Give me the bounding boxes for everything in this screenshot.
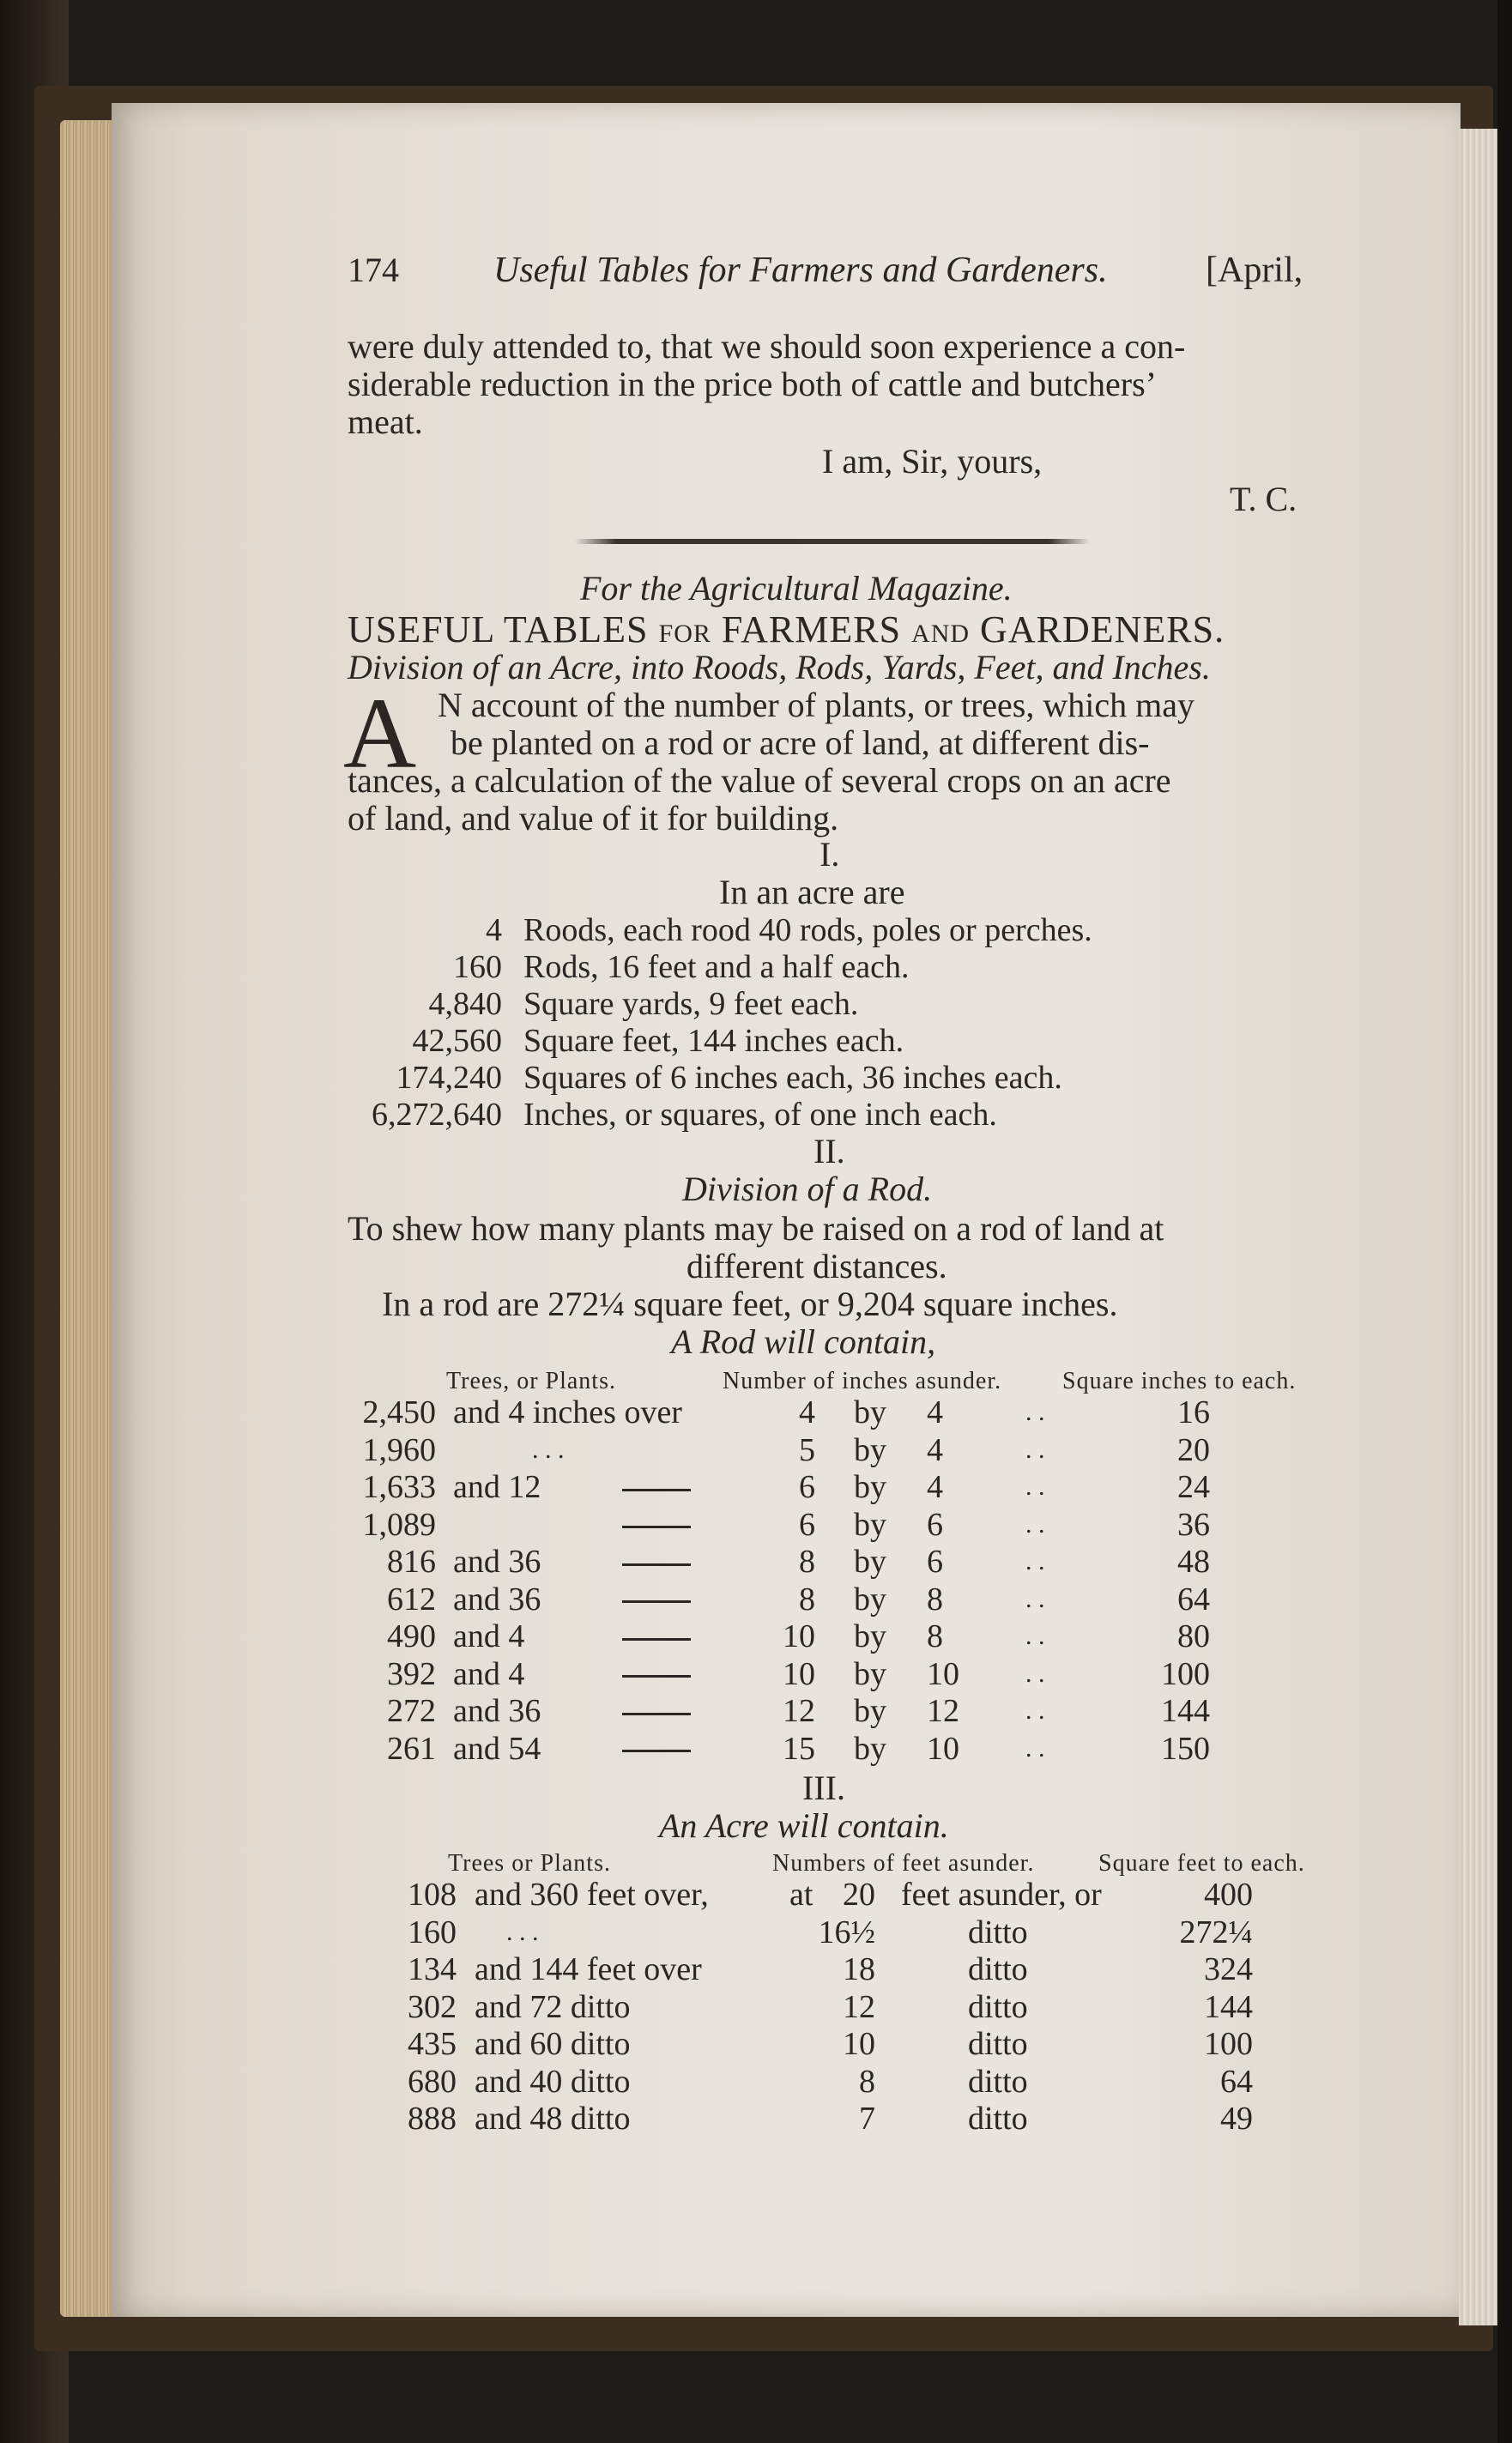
section-2-heading: Division of a Rod. bbox=[682, 1170, 933, 1208]
rod-row-count: 261 bbox=[387, 1730, 436, 1767]
acre-row-square: 64 bbox=[1220, 2063, 1253, 2100]
acre-row-count: 302 bbox=[408, 1988, 457, 2025]
rod-row-count: 1,960 bbox=[362, 1431, 436, 1468]
ditto-dash bbox=[622, 1543, 691, 1581]
rod-row-extra: and 12 bbox=[453, 1469, 541, 1505]
acre-row-feet: 10 bbox=[843, 2026, 875, 2062]
rod-row-b: 12 bbox=[927, 1693, 959, 1729]
rod-row-count: 612 bbox=[387, 1581, 436, 1618]
rod-row-count: 1,089 bbox=[362, 1506, 436, 1543]
acre-row-square: 100 bbox=[1204, 2026, 1253, 2062]
rod-row-square: 48 bbox=[1177, 1544, 1210, 1580]
rod-row-by: by bbox=[854, 1544, 886, 1580]
col-head-inches: Number of inches asunder. bbox=[723, 1368, 1002, 1394]
acre-row-feet: 8 bbox=[859, 2063, 875, 2100]
acre-unit-text: Rods, 16 feet and a half each. bbox=[523, 949, 910, 985]
acre-row-feet: 12 bbox=[843, 1988, 875, 2025]
acre-row-count: 680 bbox=[408, 2063, 457, 2100]
leader-dots: . . bbox=[1025, 1733, 1045, 1763]
acre-unit-count: 6,272,640 bbox=[372, 1097, 502, 1133]
section-2-desc-2: different distances. bbox=[686, 1247, 947, 1285]
acre-row-unit: ditto bbox=[968, 1914, 1028, 1950]
letter-line-3: meat. bbox=[348, 402, 423, 441]
rod-row-by: by bbox=[854, 1618, 886, 1654]
ditto-dash bbox=[622, 1655, 691, 1693]
article-subtitle: Division of an Acre, into Roods, Rods, Yards, Feet, and Inches. bbox=[348, 648, 1211, 686]
col-head-feet: Numbers of feet asunder. bbox=[772, 1850, 1035, 1877]
rod-row-extra: and 4 bbox=[453, 1618, 525, 1654]
acre-row-unit: ditto bbox=[968, 1951, 1028, 1987]
rod-row-by: by bbox=[854, 1469, 886, 1505]
acre-unit-text: Square feet, 144 inches each. bbox=[523, 1023, 904, 1059]
rod-row-b: 10 bbox=[927, 1655, 959, 1692]
letter-line-2: siderable reduction in the price both of cattle and butchers’ bbox=[348, 365, 1157, 403]
rod-row-a: 10 bbox=[783, 1618, 815, 1654]
background-edge bbox=[1497, 0, 1512, 2443]
section-1-heading: In an acre are bbox=[719, 873, 905, 911]
acre-row-count: 435 bbox=[408, 2026, 457, 2062]
leader-dots: . . bbox=[1025, 1472, 1045, 1501]
rod-row-a: 8 bbox=[799, 1544, 815, 1580]
rod-row-extra: and 4 bbox=[453, 1655, 525, 1692]
col-head-square-inches: Square inches to each. bbox=[1062, 1368, 1297, 1394]
rod-row-a: 12 bbox=[783, 1693, 815, 1729]
acre-row-square: 49 bbox=[1220, 2101, 1253, 2137]
acre-unit-count: 4,840 bbox=[428, 986, 502, 1022]
leader-dots: . . bbox=[1025, 1547, 1045, 1575]
rod-row-extra: and 54 bbox=[453, 1730, 541, 1767]
acre-row-at: at bbox=[789, 1877, 813, 1913]
ditto-dash bbox=[622, 1506, 691, 1544]
intro-line-1: N account of the number of plants, or trees, which may bbox=[438, 686, 1194, 724]
intro-line-2: be planted on a rod or acre of land, at different dis- bbox=[451, 723, 1150, 762]
acre-row-extra: and 40 ditto bbox=[475, 2063, 631, 2100]
rod-row-b: 6 bbox=[927, 1506, 943, 1543]
rod-row-square: 150 bbox=[1161, 1730, 1210, 1767]
rod-row-count: 2,450 bbox=[362, 1394, 436, 1430]
letter-closing: I am, Sir, yours, bbox=[822, 442, 1043, 481]
acre-row-extra: and 144 feet over bbox=[475, 1951, 702, 1987]
rod-row-by: by bbox=[854, 1431, 886, 1468]
title-and: AND bbox=[911, 620, 971, 648]
rod-row-b: 4 bbox=[927, 1469, 943, 1505]
acre-row-feet: 7 bbox=[859, 2101, 875, 2137]
rod-row-count: 272 bbox=[387, 1693, 436, 1729]
rod-row-square: 100 bbox=[1161, 1655, 1210, 1692]
acre-row-feet: 18 bbox=[843, 1951, 875, 1987]
ditto-dash bbox=[622, 1730, 691, 1768]
rod-row-extra: and 36 bbox=[453, 1544, 541, 1580]
rod-row-by: by bbox=[854, 1581, 886, 1618]
section-2-numeral: II. bbox=[813, 1132, 845, 1170]
acre-row-count: 108 bbox=[408, 1877, 457, 1913]
leader-dots: . . bbox=[1025, 1659, 1045, 1688]
acre-unit-count: 4 bbox=[486, 912, 502, 948]
acre-row-count: 888 bbox=[408, 2101, 457, 2137]
acre-row-feet: 16½ bbox=[818, 1914, 875, 1950]
acre-row-extra: and 48 ditto bbox=[475, 2101, 631, 2137]
acre-row-square: 400 bbox=[1204, 1877, 1253, 1913]
rod-row-extra: and 36 bbox=[453, 1693, 541, 1729]
rod-row-square: 144 bbox=[1161, 1693, 1210, 1729]
acre-row-count: 160 bbox=[408, 1914, 457, 1950]
rod-area: In a rod are 272¼ square feet, or 9,204 square inches. bbox=[382, 1285, 1118, 1323]
rod-row-b: 4 bbox=[927, 1394, 943, 1430]
running-month: [April, bbox=[1206, 251, 1303, 290]
rod-row-a: 6 bbox=[799, 1469, 815, 1505]
page-number: 174 bbox=[348, 251, 399, 289]
rod-row-extra: and 36 bbox=[453, 1581, 541, 1618]
section-divider bbox=[575, 539, 1090, 544]
rod-row-a: 15 bbox=[783, 1730, 815, 1767]
acre-row-feet: 20 bbox=[843, 1877, 875, 1913]
section-2-desc-1: To shew how many plants may be raised on a rod of land at bbox=[348, 1209, 1164, 1248]
leader-dots: . . bbox=[1025, 1584, 1045, 1613]
section-3-numeral: III. bbox=[802, 1769, 845, 1807]
section-3-heading: An Acre will contain. bbox=[659, 1806, 949, 1845]
leader-dots: . . . bbox=[532, 1435, 565, 1464]
rod-row-square: 24 bbox=[1177, 1469, 1210, 1505]
acre-row-unit: feet asunder, or bbox=[901, 1877, 1102, 1913]
intro-line-4: of land, and value of it for building. bbox=[348, 799, 839, 838]
section-1-numeral: I. bbox=[820, 835, 840, 874]
acre-row-extra: and 360 feet over, bbox=[475, 1877, 709, 1913]
rod-row-count: 816 bbox=[387, 1544, 436, 1580]
rod-row-b: 8 bbox=[927, 1618, 943, 1654]
acre-row-unit: ditto bbox=[968, 2063, 1028, 2100]
acre-row-unit: ditto bbox=[968, 2101, 1028, 2137]
acre-row-square: 324 bbox=[1204, 1951, 1253, 1987]
rod-row-square: 16 bbox=[1177, 1394, 1210, 1430]
letter-signature: T. C. bbox=[1230, 480, 1297, 518]
acre-row-extra: and 72 ditto bbox=[475, 1988, 631, 2025]
rod-row-by: by bbox=[854, 1730, 886, 1767]
rod-row-count: 490 bbox=[387, 1618, 436, 1654]
acre-unit-count: 174,240 bbox=[396, 1060, 502, 1096]
rod-row-b: 10 bbox=[927, 1730, 959, 1767]
rod-row-a: 4 bbox=[799, 1394, 815, 1430]
rod-row-square: 36 bbox=[1177, 1506, 1210, 1543]
acre-unit-text: Square yards, 9 feet each. bbox=[523, 986, 859, 1022]
article-title bbox=[348, 608, 1225, 653]
leader-dots: . . bbox=[1025, 1696, 1045, 1725]
rod-row-b: 8 bbox=[927, 1581, 943, 1618]
rod-row-square: 80 bbox=[1177, 1618, 1210, 1654]
acre-row-count: 134 bbox=[408, 1951, 457, 1987]
acre-unit-text: Squares of 6 inches each, 36 inches each. bbox=[523, 1060, 1062, 1096]
running-title: Useful Tables for Farmers and Gardeners. bbox=[493, 251, 1108, 290]
ditto-dash bbox=[622, 1468, 691, 1506]
ditto-dash bbox=[622, 1581, 691, 1618]
rod-row-a: 6 bbox=[799, 1506, 815, 1543]
leader-dots: . . bbox=[1025, 1622, 1045, 1650]
leader-dots: . . bbox=[1025, 1398, 1045, 1426]
rod-row-a: 5 bbox=[799, 1431, 815, 1468]
right-page-stack bbox=[1459, 129, 1502, 2325]
rod-row-b: 6 bbox=[927, 1544, 943, 1580]
title-part-2: FARMERS bbox=[721, 608, 902, 650]
rod-row-count: 392 bbox=[387, 1655, 436, 1692]
ditto-dash bbox=[622, 1618, 691, 1655]
acre-row-square: 272¼ bbox=[1179, 1914, 1253, 1950]
article-source: For the Agricultural Magazine. bbox=[580, 569, 1013, 608]
col-head-square-feet: Square feet to each. bbox=[1098, 1850, 1305, 1877]
rod-row-square: 64 bbox=[1177, 1581, 1210, 1618]
rod-row-by: by bbox=[854, 1693, 886, 1729]
acre-unit-count: 42,560 bbox=[412, 1023, 502, 1059]
letter-line-1: were duly attended to, that we should soon experience a con- bbox=[348, 327, 1186, 366]
leader-dots: . . bbox=[1025, 1509, 1045, 1539]
ditto-dash bbox=[622, 1692, 691, 1730]
col-head-trees: Trees, or Plants. bbox=[446, 1368, 616, 1394]
rod-row-square: 20 bbox=[1177, 1431, 1210, 1468]
rod-row-extra: and 4 inches over bbox=[453, 1394, 682, 1430]
title-for: FOR bbox=[658, 620, 711, 648]
acre-unit-text: Inches, or squares, of one inch each. bbox=[523, 1097, 997, 1133]
leader-dots: . . . bbox=[506, 1917, 539, 1946]
acre-row-square: 144 bbox=[1204, 1988, 1253, 2025]
rod-row-by: by bbox=[854, 1394, 886, 1430]
rod-row-a: 10 bbox=[783, 1655, 815, 1692]
acre-unit-count: 160 bbox=[453, 949, 502, 985]
rod-row-count: 1,633 bbox=[362, 1469, 436, 1505]
acre-row-unit: ditto bbox=[968, 1988, 1028, 2025]
section-2-subheading: A Rod will contain, bbox=[671, 1322, 936, 1361]
title-part-3: GARDENERS. bbox=[980, 608, 1225, 650]
col-head-trees-acre: Trees or Plants. bbox=[448, 1850, 611, 1877]
leader-dots: . . bbox=[1025, 1435, 1045, 1464]
drop-cap: A bbox=[343, 677, 417, 789]
rod-row-by: by bbox=[854, 1655, 886, 1692]
acre-unit-text: Roods, each rood 40 rods, poles or perches. bbox=[523, 912, 1092, 948]
acre-row-extra: and 60 ditto bbox=[475, 2026, 631, 2062]
rod-row-a: 8 bbox=[799, 1581, 815, 1618]
rod-row-b: 4 bbox=[927, 1431, 943, 1468]
rod-row-by: by bbox=[854, 1506, 886, 1543]
intro-line-3: tances, a calculation of the value of several crops on an acre bbox=[348, 761, 1171, 800]
acre-row-unit: ditto bbox=[968, 2026, 1028, 2062]
title-part-1: USEFUL TABLES bbox=[348, 608, 649, 650]
